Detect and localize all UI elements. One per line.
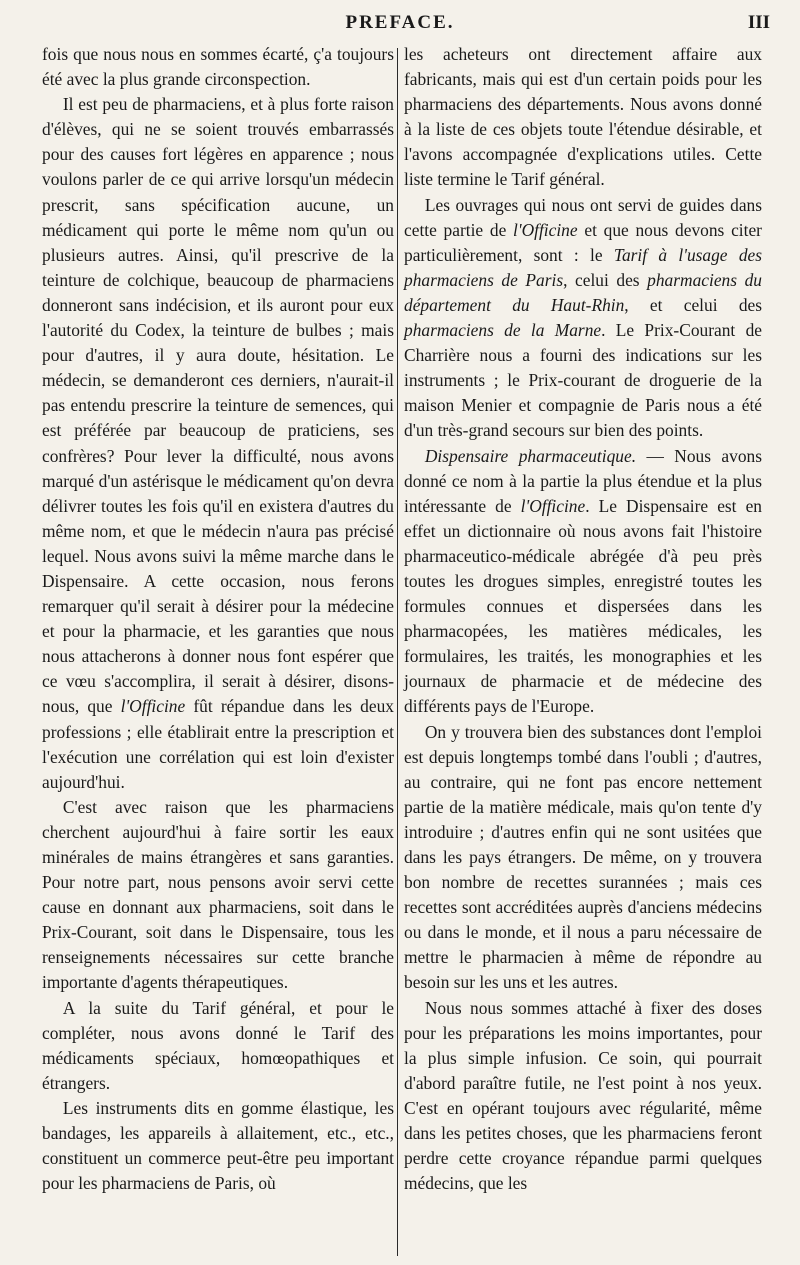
- paragraph: A la suite du Tarif général, et pour le compléter, nous avons donné le Tarif des médicaments spéciaux, homœopathiques et étrangers.: [42, 997, 394, 1093]
- italic-title: Tarif à l'usage des pharmaciens de Paris: [404, 244, 762, 290]
- paragraph: [404, 193, 762, 444]
- paragraph: Les instruments dits en gomme élastique, les bandages, les appareils à allaitement, etc., etc., constituent un commerce peut-être peu important pour les pharmaciens de Paris, où: [42, 1097, 394, 1194]
- page-number: III: [747, 12, 770, 33]
- paragraph: [404, 444, 762, 720]
- paragraph: les acheteurs ont directement affaire aux fabricants, mais qui est d'un certain poids pour les pharmaciens des départements. Nous avons donné à la liste de ces objets toute l'étendue désirable, et l'avons accompagnée d'explications utiles. Cette liste termine le Tarif général.: [404, 44, 762, 190]
- page-header: [0, 12, 800, 42]
- italic-title: pharmaciens de la Marne: [404, 320, 602, 341]
- paragraph-text: et que nous devons citer particulièrement, sont : le: [404, 219, 762, 265]
- italic-title: pharmaciens du département du Haut-Rhin: [404, 269, 762, 315]
- right-column: [404, 42, 762, 1196]
- left-column: [42, 42, 394, 1196]
- paragraph-text: fût répandue dans les deux professions ; elle établirait entre la prescription et l'exécution une corrélation qui est loin d'exister aujourd'hui.: [42, 696, 394, 792]
- italic-title: l'Officine: [520, 495, 586, 516]
- column-divider: [397, 48, 398, 1256]
- running-title: PREFACE.: [345, 12, 455, 33]
- paragraph: Nous nous sommes attaché à fixer des doses pour les préparations les moins importantes, pour la plus simple infusion. Ce soin, qui pourrait d'abord paraître futile, ne l'est point à nos yeux. C'est en opérant toujours avec régularité, même dans les petites choses, que les pharmaciens feront perdre cette croyance répandue parmi quelques médecins, que les: [404, 997, 762, 1194]
- paragraph: On y trouvera bien des substances dont l'emploi est depuis longtemps tombé dans l'oubli ; d'autres, au contraire, qui ne font pas encore nettement partie de la matière médicale, mais qu'on tente d'y introduire ; d'autres enfin qui ne sont usitées que dans les pays étrangers. De même, on y trouvera bon nombre de recettes surannées ; mais ces recettes sont accréditées auprès d'anciens médecins ou dans le monde, et il nous a paru nécessaire de mettre le pharmacien à même de répondre au besoin sur les uns et les autres.: [404, 721, 762, 993]
- paragraph: [42, 92, 394, 795]
- paragraph: fois que nous nous en sommes écarté, ç'a toujours été avec la plus grande circonspection.: [42, 44, 394, 90]
- paragraph-text: . Le Dispensaire est en effet un dictionnaire où nous avons fait l'histoire pharmaceutico-médicale abrégée d'à peu près toutes les drogues simples, enregistré toutes les formules connues et dispersées dans les pharmacopées, les matières médicales, les formulaires, les traités, les monographies et les journaux de pharmacie et de médecine des différents pays de l'Europe.: [404, 495, 762, 717]
- italic-title: l'Officine: [513, 219, 578, 240]
- italic-title: l'Officine: [120, 696, 186, 717]
- paragraph-text: — Nous avons donné ce nom à la partie la plus étendue et la plus intéressante de: [404, 445, 762, 516]
- paragraph-text: Il est peu de pharmaciens, et à plus forte raison d'élèves, qui ne se soient trouvés embarrassés pour des causes fort légères en apparence ; nous voulons parler de ce qui arrive lorsqu'un médecin prescrit, sans spécification aucune, un médicament qui porte le même nom qu'un ou plusieurs autres. Ainsi, qu'il prescrive de la teinture de colchique, beaucoup de pharmaciens donneront sans indécision, et ils auront pour eux l'autorité du Codex, la teinture de bulbes ; mais pour d'autres, il y aura doute, hésitation. Le médecin, se demanderont ces derniers, n'aurait-il pas entendu prescrire la teinture de semences, qui est préférée par beaucoup de praticiens, ses confrères? Pour lever la difficulté, nous avons marqué d'un astérisque le médicament qu'on devra délivrer toutes les fois qu'il en existera d'autres du même nom, et que le médecin n'aura pas précisé lequel. Nous avons suivi la même marche dans le Dispensaire. A cette occasion, nous ferons remarquer qu'il serait à désirer pour la médecine et pour la pharmacie, et les garanties que nous nous attacherons à donner nous font espérer que ce vœu s'accomplira, il serait à désirer, disons-nous, que: [42, 94, 394, 717]
- section-heading: Dispensaire pharmaceutique.: [424, 445, 637, 466]
- paragraph-text: . Le Prix-Courant de Charrière nous a fourni des indications sur les instruments ; le Prix-courant de droguerie de la maison Menier et compagnie de Paris nous a été d'un très-grand secours sur bien des points.: [404, 320, 762, 441]
- paragraph-text: Les ouvrages qui nous ont servi de guides dans cette partie de: [404, 194, 762, 240]
- paragraph-text: , celui des: [563, 269, 640, 290]
- paragraph-text: , et celui des: [624, 294, 763, 315]
- paragraph: C'est avec raison que les pharmaciens cherchent aujourd'hui à faire sortir les eaux minérales de mains étrangères et sans garanties. Pour notre part, nous pensons avoir servi cette cause en donnant aux pharmaciens, soit dans le Prix-Courant, soit dans le Dispensaire, tous les renseignements nécessaires sur cette branche importante d'agents thérapeutiques.: [42, 796, 394, 993]
